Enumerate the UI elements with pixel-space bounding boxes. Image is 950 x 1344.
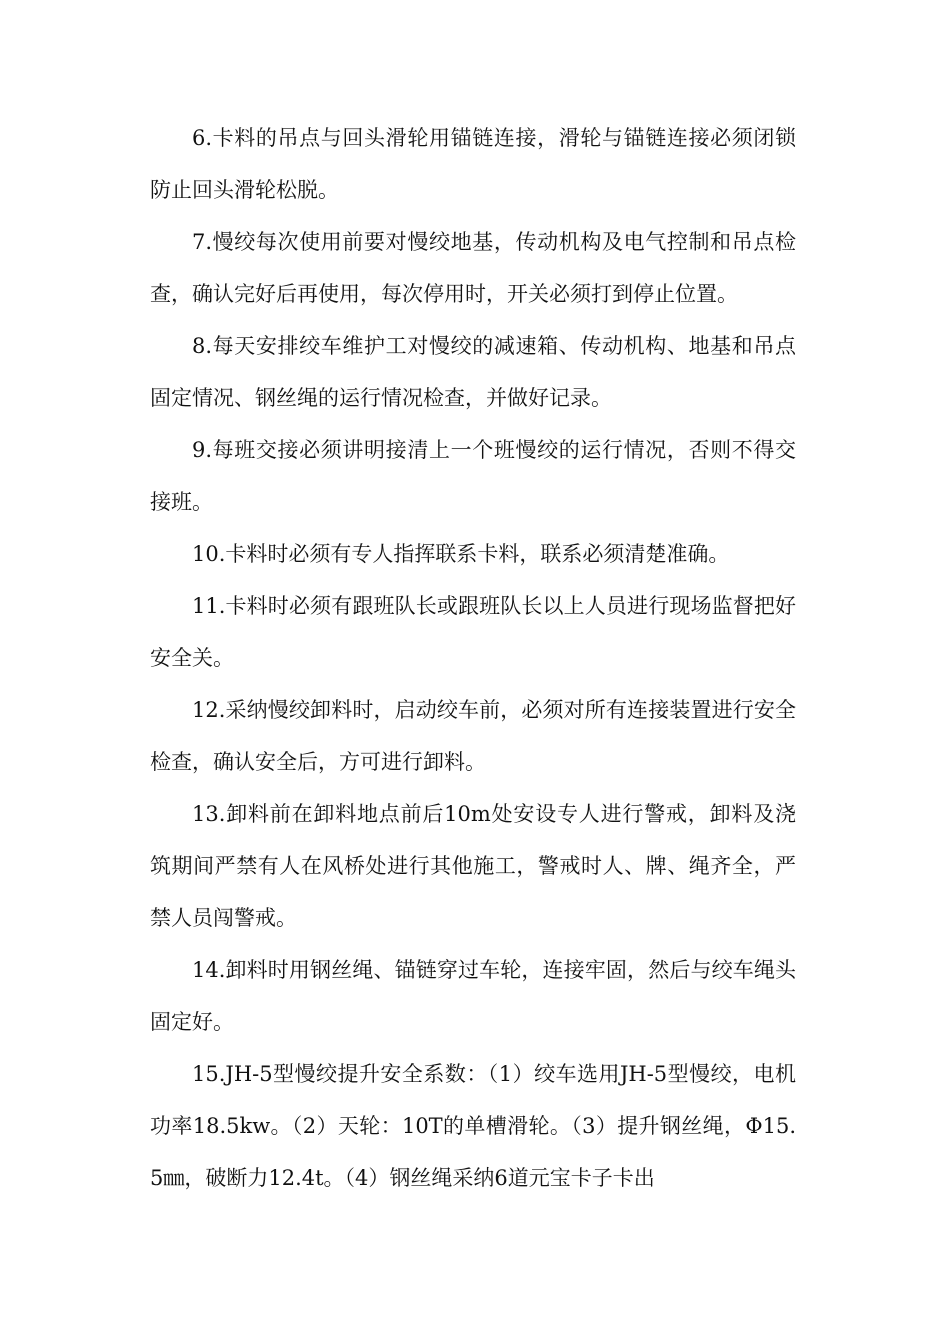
paragraph-item-14: 14.卸料时用钢丝绳、锚链穿过车轮，连接牢固，然后与绞车绳头固定好。 — [150, 958, 796, 1034]
paragraph-item-13: 13.卸料前在卸料地点前后10m处安设专人进行警戒，卸料及浇筑期间严禁有人在风桥处进行其他施工，警戒时人、牌、绳齐全，严禁人员闯警戒。 — [150, 802, 796, 930]
document-body — [150, 112, 796, 1204]
paragraph-item-10: 10.卡料时必须有专人指挥联系卡料，联系必须清楚准确。 — [192, 542, 730, 566]
paragraph-item-15: 15.JH-5型慢绞提升安全系数：（1）绞车选用JH-5型慢绞，电机功率18.5kw。（2）天轮：10T的单槽滑轮。（3）提升钢丝绳，Φ15.5㎜，破断力12.4t。（4）钢丝绳采纳6道元宝卡子卡出 — [150, 1062, 796, 1190]
paragraph-item-12: 12.采纳慢绞卸料时，启动绞车前，必须对所有连接装置进行安全检查，确认安全后，方可进行卸料。 — [150, 698, 796, 774]
paragraph-item-9: 9.每班交接必须讲明接清上一个班慢绞的运行情况，否则不得交接班。 — [150, 438, 796, 514]
paragraph-item-11: 11.卡料时必须有跟班队长或跟班队长以上人员进行现场监督把好安全关。 — [150, 594, 796, 670]
paragraph-item-6: 6.卡料的吊点与回头滑轮用锚链连接，滑轮与锚链连接必须闭锁防止回头滑轮松脱。 — [150, 126, 796, 202]
paragraph-item-8: 8.每天安排绞车维护工对慢绞的减速箱、传动机构、地基和吊点固定情况、钢丝绳的运行情况检查，并做好记录。 — [150, 334, 796, 410]
paragraph-item-7: 7.慢绞每次使用前要对慢绞地基，传动机构及电气控制和吊点检查，确认完好后再使用，每次停用时，开关必须打到停止位置。 — [150, 230, 796, 306]
